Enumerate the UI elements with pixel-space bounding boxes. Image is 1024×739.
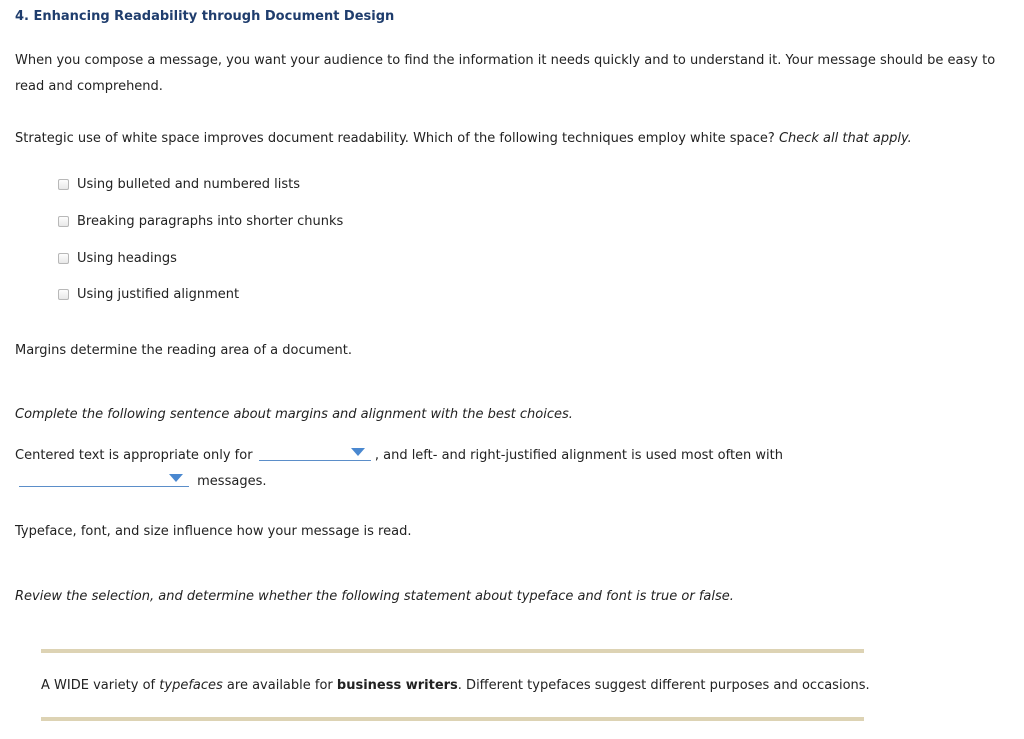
typeface-instruction: Review the selection, and determine whether the following statement about typeface and font is true or false.: [15, 589, 734, 604]
top-divider: [41, 649, 864, 653]
typeface-quote: [41, 678, 870, 693]
option-shorter-chunks[interactable]: [58, 212, 343, 230]
chevron-down-icon: [351, 448, 365, 456]
option-label: Using bulleted and numbered lists: [77, 176, 301, 192]
checkbox-justified-alignment[interactable]: [58, 289, 69, 300]
option-label: Breaking paragraphs into shorter chunks: [77, 213, 344, 229]
quote-italic: typefaces: [159, 678, 223, 693]
checkbox-bulleted-lists[interactable]: [58, 179, 69, 190]
sentence-part2: , and left- and right-justified alignment is used most often with: [374, 448, 783, 463]
question-title: 4. Enhancing Readability through Document Design: [15, 9, 395, 24]
justified-alignment-dropdown[interactable]: [19, 472, 189, 487]
sentence-part3: messages.: [197, 474, 267, 489]
margins-instruction: Complete the following sentence about margins and alignment with the best choices.: [15, 407, 573, 422]
margins-sentence-line1: [15, 446, 783, 463]
bottom-divider: [41, 717, 864, 721]
option-label: Using headings: [77, 250, 177, 266]
option-label: Using justified alignment: [77, 286, 240, 302]
option-bulleted-lists[interactable]: [58, 175, 300, 193]
checkbox-shorter-chunks[interactable]: [58, 216, 69, 227]
typeface-statement: Typeface, font, and size influence how your message is read.: [15, 524, 412, 539]
option-justified-alignment[interactable]: [58, 285, 239, 303]
margins-sentence-line2: [19, 472, 266, 489]
sentence-part1: Centered text is appropriate only for: [15, 448, 253, 463]
question-prompt: [15, 126, 1000, 152]
question-instruction: Check all that apply.: [778, 131, 912, 146]
quote-part2: are available for: [222, 678, 337, 693]
quote-bold: business writers: [336, 678, 458, 693]
quote-part1: A WIDE variety of: [41, 678, 160, 693]
intro-paragraph: When you compose a message, you want your audience to find the information it needs quickly and to understand it. Your message should be easy to read and comprehend.: [15, 53, 996, 94]
chevron-down-icon: [169, 474, 183, 482]
checkbox-headings[interactable]: [58, 253, 69, 264]
centered-text-dropdown[interactable]: [259, 446, 371, 461]
question-prompt-text: Strategic use of white space improves document readability. Which of the following techniques employ white space?: [15, 131, 775, 146]
margins-statement: Margins determine the reading area of a document.: [15, 343, 352, 358]
option-headings[interactable]: [58, 249, 177, 267]
quote-part3: . Different typefaces suggest different purposes and occasions.: [457, 678, 870, 693]
